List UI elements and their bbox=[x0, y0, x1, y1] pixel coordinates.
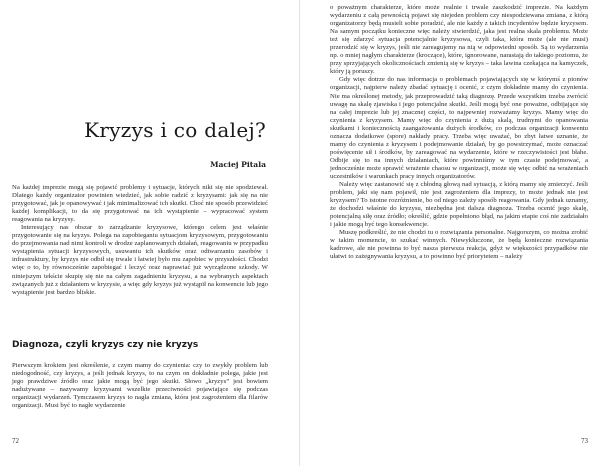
paragraph: Należy więc zastanowić się z chłodną głową nad sytuacją, z którą mamy się zmierzyć. Jeśli problem, jaki się nam pojawił, nie jest zagrożeniem dla imprezy, to może jednak nie jest kryzysem? To istotne rozróżnienie, bo od niego zależy sposób reagowania. Gdy jednak uznamy, że dochodzi właśnie do kryzysu, niezbędna jest dalsza diagnoza. Trzeba ocenić jego skalę, potencjalną siłę oraz źródło; określić, gdzie popełniono błąd, na jakim etapie coś nie zadziałało i jakie mogą być tego konsekwencje. bbox=[330, 181, 588, 229]
page-number: 72 bbox=[12, 437, 19, 445]
paragraph: Interesujący nas obszar to zarządzanie kryzysowe, którego celem jest właśnie przygotowanie się na kryzys. Polega na zapobieganiu sytuacjom kryzysowym, przygotowaniu do przejmowania nad nimi kontroli w drodze zaplanowanych działań, reagowaniu w przypadku wystąpienia sytuacji kryzysowych, usuwaniu ich skutków oraz odtwarzaniu zasobów i infrastruktury, by kryzys nie odbił się trwale i łatwiej było mu zapobiec w przyszłości. Chodzi więc o to, by równocześnie zapobiegać i leczyć oraz naprawiać już wyrządzone szkody. W niniejszym tekście skupię się nie na całym zagadnieniu kryzysu, a na wybranych aspektach związanych już z działaniem w kryzysie, a więc gdy kryzys już wystąpił na konwencie lub jego wystąpienie jest bardzo bliskie. bbox=[12, 224, 268, 296]
author-name: Maciej Pitala bbox=[210, 160, 266, 169]
section-heading: Diagnoza, czyli kryzys czy nie kryzys bbox=[12, 340, 199, 350]
paragraph: Na każdej imprezie mogą się pojawić problemy i sytuacje, których nikt się nie spodziewał. Dlatego każdy organizator powinien wiedzieć, jak sobie radzić z kryzysami: jak się na nie przygotować, jak je opanowywać i jak minimalizować ich skutki. Choć nie sposób przewidzieć każdej komplikacji, to da się przygotować na ich wystąpienie – wypracować system reagowania na kryzysy. bbox=[12, 184, 268, 224]
body-text bbox=[330, 4, 588, 262]
paragraph: Pierwszym krokiem jest określenie, z czym mamy do czynienia: czy to zwykły problem lub niedogodność, czy kryzys, a jeśli jednak kryzys, to na czym on dokładnie polega, jakie jest jego prawdziwe źródło oraz jakie mogą być jego skutki. Słowo „kryzys” jest bowiem nadużywane – nazywamy kryzysami wszelkie przeciwności pojawiające się podczas organizacji wydarzeń. Tymczasem kryzys to nagła zmiana, która jest zagrożeniem dla filarów organizacji. Musi być to nagłe wydarzenie bbox=[12, 362, 268, 410]
intro-text bbox=[12, 184, 268, 297]
paragraph: Muszę podkreślić, że nie chodzi tu o rozwiązania personalne. Najgorszym, co można zrobić w takim momencie, to szukać winnych. Niewykluczone, że będą konieczne rozwiązania kadrowe, ale nie powinna to być nasza pierwsza reakcja, gdyż w większości przypadków nie ułatwi to zażegnywania kryzysu, a to powinno być priorytetem – należy bbox=[330, 229, 588, 261]
section-text bbox=[12, 362, 268, 410]
chapter-title: Kryzys i co dalej? bbox=[84, 118, 266, 142]
paragraph: Gdy więc dotrze do nas informacja o problemach pojawiających się w którymś z pionów organizacji, najpierw należy zbadać sytuację i ocenić, z czym dokładnie mamy do czynienia. Nie ma określonej metody, jak przeprowadzić taką diagnozę. Przede wszystkim trzeba zwrócić uwagę na skalę zjawiska i jego potencjalne skutki. Jeśli mogą być one poważne, odbijające się na całej imprezie lub jej znacznej części, to najpewniej rozważamy kryzys. Mamy więc do czynienia z kryzysem. Mamy więc do czynienia z dużą skalą, trudnymi do opanowania skutkami i koniecznością zaangażowania dużych środków, co podczas organizacji konwentu oznacza dodatkowe (spore) nakłady pracy. Trzeba więc uważać, bo zbyt łatwe uznanie, że mamy do czynienia z kryzysem i podejmowanie działań, by go powstrzymać, może oznaczać poświęcenie sił i środków, by zareagować na wydarzenie, które w rzeczywistości jest błahe. Odbije się to na innych działaniach, które powinniśmy w tym czasie podejmować, a jednocześnie może sprawić wrażenie chaosu w organizacji, może się więc odbić na wrażeniach uczestników i warunkach pracy innych organizatorów. bbox=[330, 76, 588, 180]
paragraph: o poważnym charakterze, które może realnie i trwale zaszkodzić imprezie. Na każdym wydarzeniu z całą pewnością pojawi się niejeden problem czy niespodziewana zmiana, z którą organizatorzy będą musieli sobie poradzić, ale nie każdy z takich incydentów będzie kryzysem. Na samym początku konieczne więc należy stwierdzić, jaka jest realna skala problemu. Może też się zdarzyć sytuacja potencjalnie kryzysowa, czyli taka, która może (ale nie musi) przerodzić się w kryzys, jeśli nie zareagujemy na nią w odpowiedni sposób. Są to wydarzenia np. o mniej nagłym charakterze (kroczące), które, ignorowane, narastają do takiego poziomu, że przy sprzyjających okolicznościach zmienią się w kryzys – taka lawina czekająca na kamyczek, który ją poruszy. bbox=[330, 4, 588, 76]
right-page bbox=[300, 0, 600, 466]
page-number: 73 bbox=[581, 437, 588, 445]
